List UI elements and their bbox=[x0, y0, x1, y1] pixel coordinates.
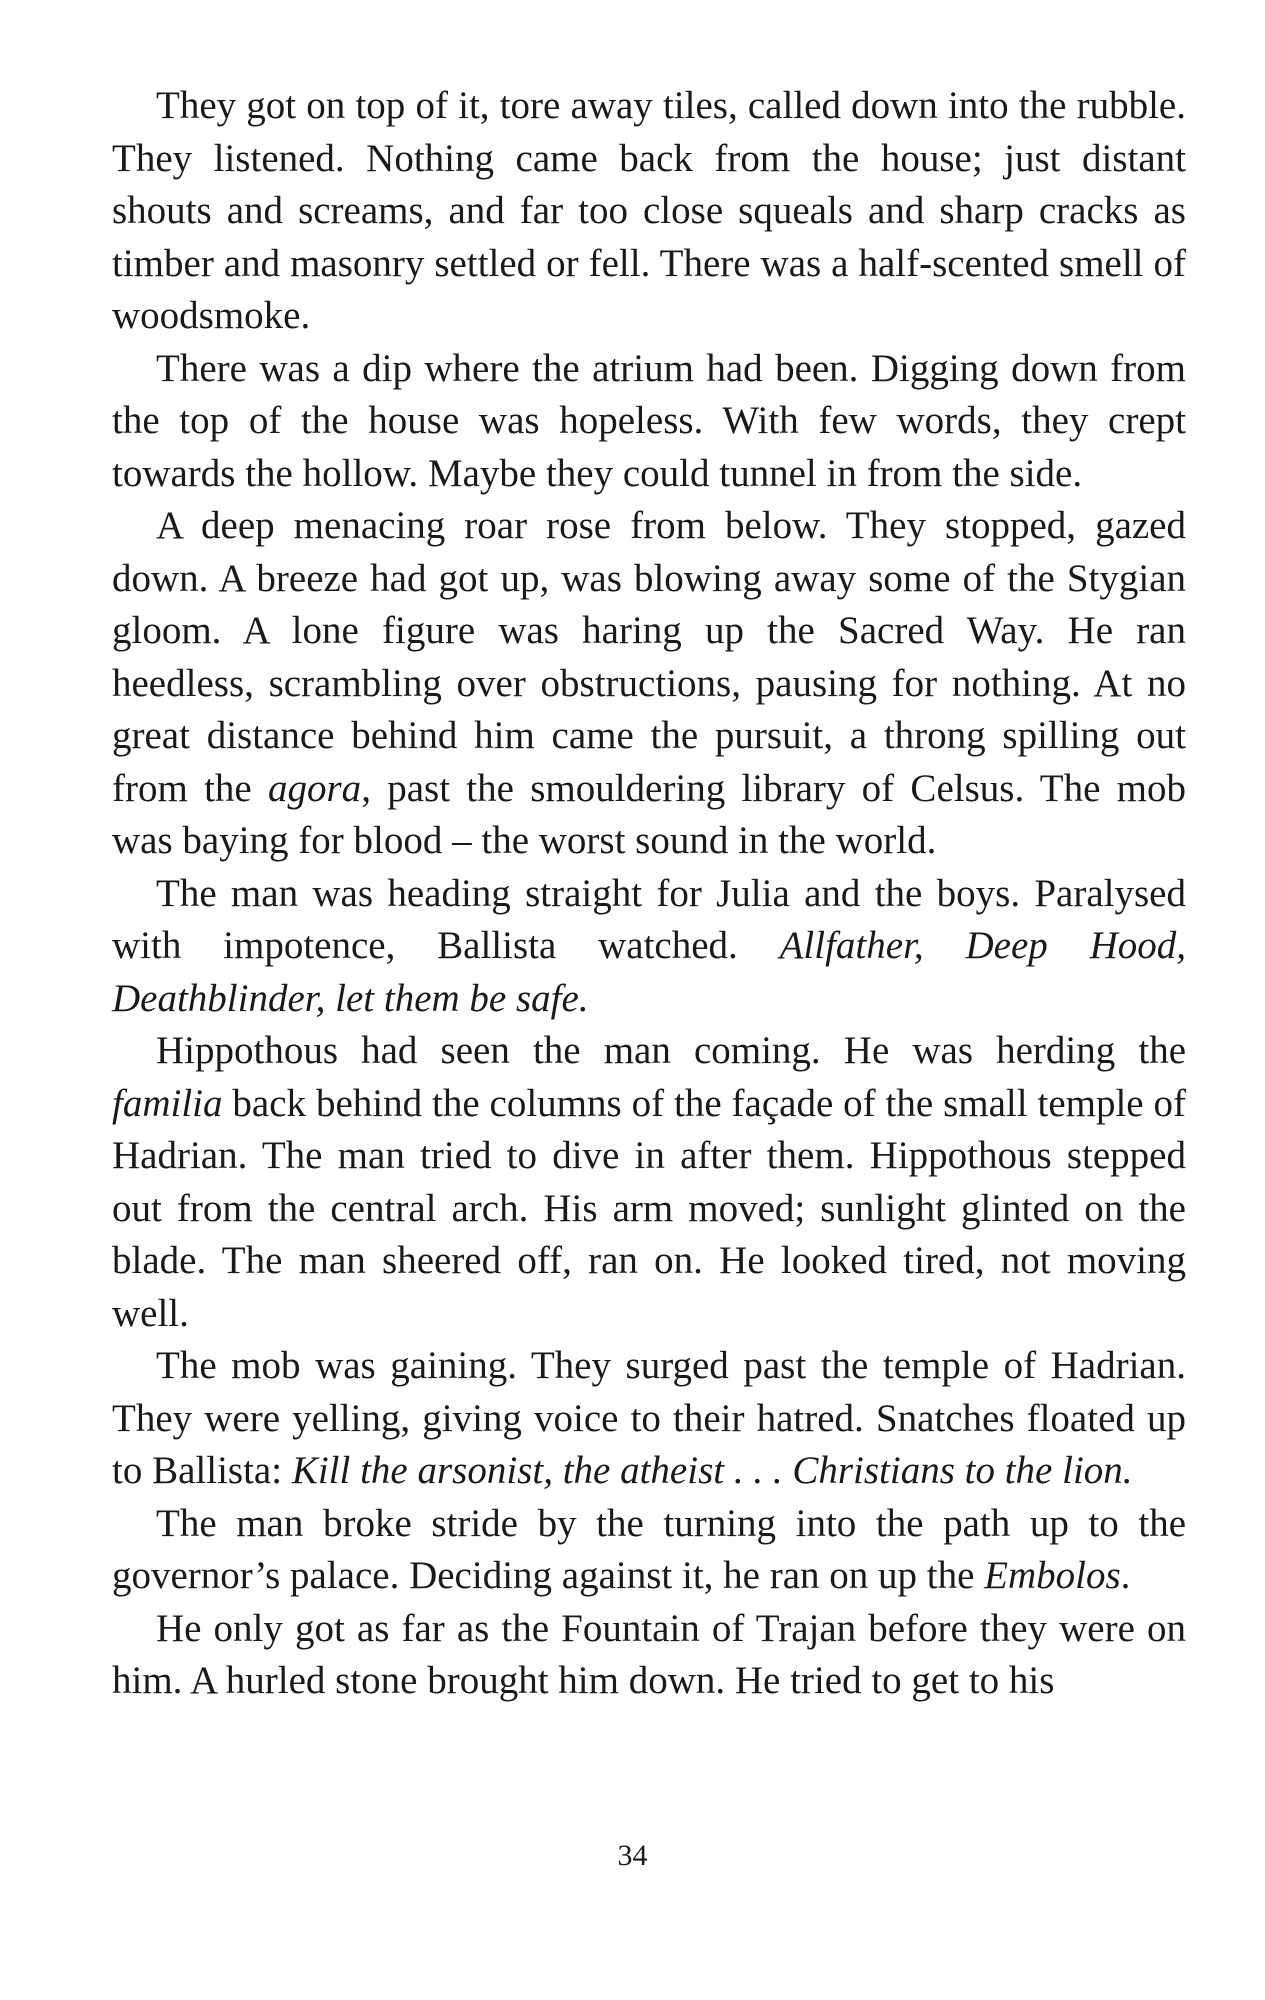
text-segment: back behind the columns of the façade of the small temple of Hadrian. The man tried to dive in after them. Hippothous stepped out from the central arch. His arm moved; sunlight glinted on the blade. The man sheered off, ran on. He looked tired, not moving well. bbox=[112, 1081, 1186, 1335]
paragraph bbox=[112, 1603, 1186, 1708]
text-segment: The mob was gaining. They surged past the temple of Hadrian. They were yelling, giving voice to their hatred. Snatches floated up to Ballista: bbox=[112, 1344, 1186, 1492]
italic-term: familia bbox=[112, 1081, 223, 1125]
body-text bbox=[112, 80, 1186, 1708]
paragraph bbox=[112, 1025, 1186, 1340]
italic-term: Embolos bbox=[984, 1554, 1121, 1597]
italic-prayer: Allfather, Deep Hood, Deathblinder, let them be safe. bbox=[112, 924, 1186, 1020]
paragraph bbox=[112, 1498, 1186, 1603]
text-segment: They got on top of it, tore away tiles, called down into the rubble. They listened. Nothing came back from the house; just distant shouts and screams, and far too close squeals and sharp cracks as timber and masonry settled or fell. There was a half-scented smell of woodsmoke. bbox=[112, 84, 1186, 337]
text-segment: The man broke stride by the turning into the path up to the governor’s palace. Deciding against it, he ran on up the bbox=[112, 1501, 1186, 1597]
italic-shouts: Kill the arsonist, the atheist . . . Christians to the lion. bbox=[291, 1449, 1133, 1492]
text-segment: There was a dip where the atrium had been. Digging down from the top of the house was hopeless. With few words, they crept towards the hollow. Maybe they could tunnel in from the side. bbox=[112, 346, 1186, 495]
paragraph bbox=[112, 80, 1186, 343]
paragraph bbox=[112, 343, 1186, 501]
paragraph bbox=[112, 1340, 1186, 1498]
text-segment: . bbox=[1120, 1554, 1131, 1597]
paragraph bbox=[112, 500, 1186, 868]
italic-term: agora bbox=[268, 766, 362, 810]
text-segment: He only got as far as the Fountain of Trajan before they were on him. A hurled stone brought him down. He tried to get to his bbox=[112, 1606, 1186, 1702]
page-number: 34 bbox=[617, 1839, 648, 1872]
paragraph bbox=[112, 868, 1186, 1026]
text-segment: A deep menacing roar rose from below. They stopped, gazed down. A breeze had got up, was blowing away some of the Stygian gloom. A lone figure was haring up the Sacred Way. He ran heedless, scrambling over obstructions, pausing for nothing. At no great distance behind him came the pursuit, a throng spilling out from the bbox=[112, 504, 1186, 810]
text-segment: , past the smouldering library of Celsus. The mob was baying for blood – the worst sound in the world. bbox=[112, 766, 1186, 862]
text-segment: The man was heading straight for Julia and the boys. Paralysed with impotence, Ballista watched. bbox=[112, 871, 1186, 967]
text-segment: Hippothous had seen the man coming. He was herding the bbox=[156, 1029, 1186, 1072]
